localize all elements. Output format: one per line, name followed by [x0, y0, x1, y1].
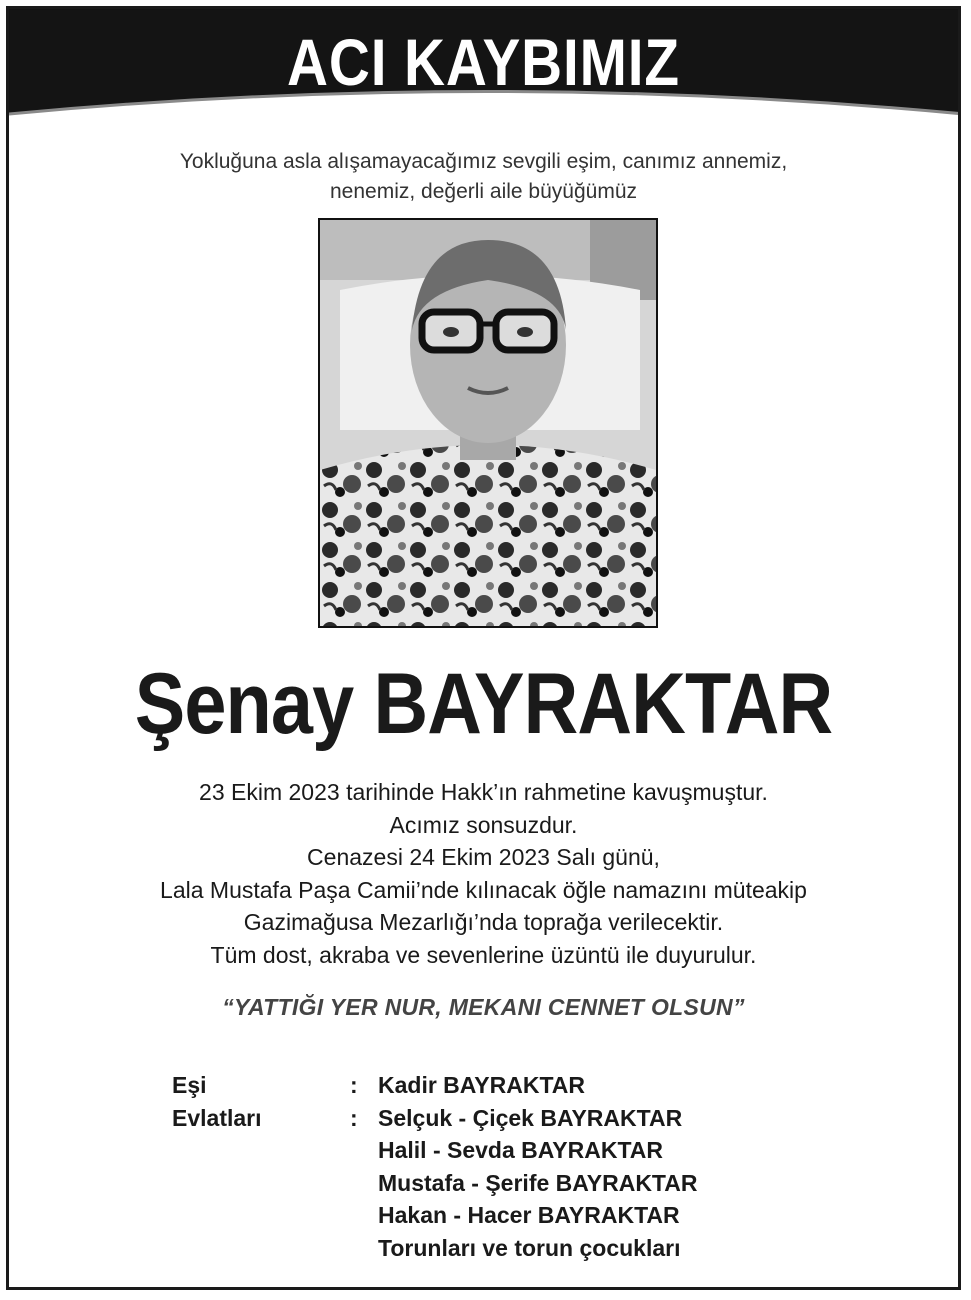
announcement-line: Acımız sonsuzdur. — [389, 811, 578, 838]
colon: : — [350, 1104, 358, 1131]
child-name: Hakan - Hacer BAYRAKTAR — [378, 1202, 680, 1228]
announcement-line: Gazimağusa Mezarlığı’nda toprağa verilecektir. — [243, 909, 724, 935]
family-row-children — [172, 1102, 698, 1265]
intro-text — [9, 147, 958, 207]
child-name: Selçuk - Çiçek BAYRAKTAR — [378, 1104, 683, 1131]
announcement-line: Lala Mustafa Paşa Camii’nde kılınacak öğle namazını müteakip — [160, 876, 807, 903]
colon: : — [350, 1072, 358, 1098]
announcement-text — [9, 776, 958, 971]
child-name: Mustafa - Şerife BAYRAKTAR — [378, 1169, 698, 1196]
intro-line-2: nenemiz, değerli aile büyüğümüz — [329, 180, 637, 203]
memorial-quote: “YATTIĞI YER NUR, MEKANI CENNET OLSUN” — [222, 994, 745, 1020]
spouse-name: Kadir BAYRAKTAR — [378, 1072, 586, 1098]
header-banner — [9, 9, 958, 127]
spouse-label: Eşi — [172, 1072, 207, 1098]
children-names — [378, 1102, 698, 1265]
child-name: Halil - Sevda BAYRAKTAR — [378, 1137, 664, 1163]
banner-title: ACI KAYBIMIZ — [287, 25, 680, 99]
intro-line-1: Yokluğuna asla alışamayacağımız sevgili eşim, canımız annemiz, — [179, 150, 788, 173]
obituary-notice — [6, 6, 961, 1290]
portrait-photo — [318, 218, 658, 628]
family-list — [172, 1069, 698, 1264]
portrait-illustration — [320, 220, 656, 626]
announcement-line: 23 Ekim 2023 tarihinde Hakk’ın rahmetine kavuşmuştur. — [199, 779, 768, 805]
announcement-line: Cenazesi 24 Ekim 2023 Salı günü, — [307, 844, 660, 870]
child-name: Torunları ve torun çocukları — [378, 1234, 681, 1261]
children-label: Evlatları — [172, 1104, 262, 1131]
family-row-spouse — [172, 1069, 698, 1102]
deceased-name: Şenay BAYRAKTAR — [134, 656, 833, 752]
spouse-names — [378, 1069, 585, 1102]
announcement-line: Tüm dost, akraba ve sevenlerine üzüntü ile duyurulur. — [210, 941, 757, 968]
